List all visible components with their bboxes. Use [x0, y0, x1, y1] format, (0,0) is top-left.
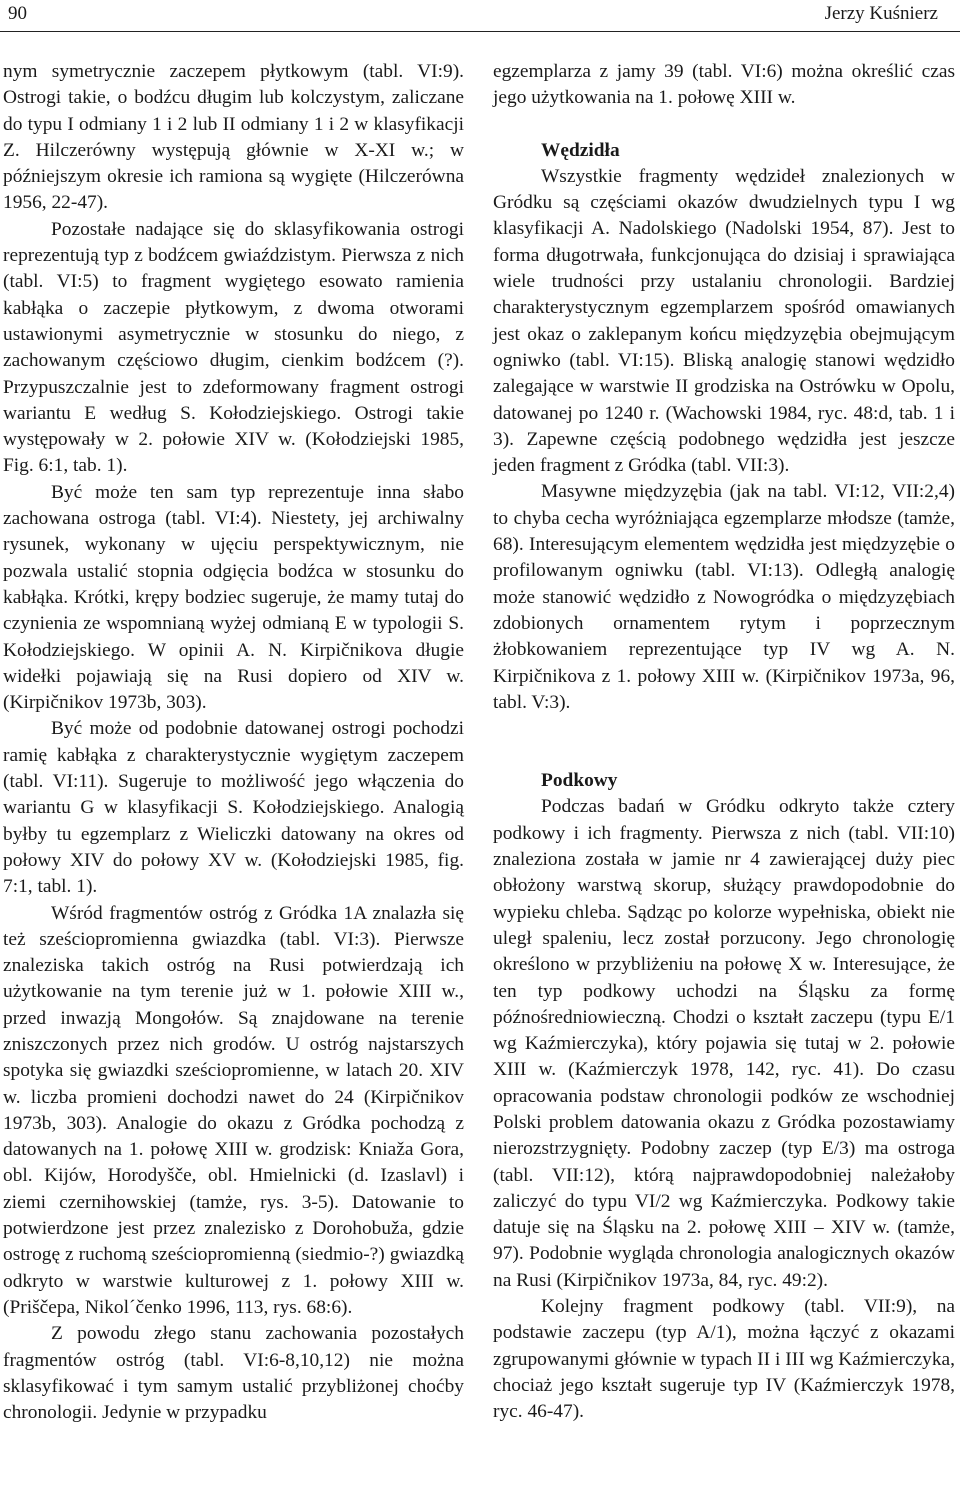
paragraph: Pozostałe nadające się do sklasyfikowania ostrogi reprezentują typ z bodźcem gwiaździstym. Pierwsza z nich (tabl. VI:5) to fragment wygiętego esowato ramienia kabłąka o zaczepie płytkowym, z dwoma otworami ustawionymi asymetrycznie w stosunku do niego, z zachowanym częściowo długim, cienkim bodźcem (?). Przypuszczalnie jest to zdeformowany fragment ostrogi wariantu E według S. Kołodziejskiego. Ostrogi takie występowały w 2. połowie XIV w. (Kołodziejski 1985, Fig. 6:1, tab. 1).	[3, 218, 464, 477]
left-column	[3, 59, 464, 1426]
running-head-author: Jerzy Kuśnierz	[824, 3, 938, 24]
paragraph: Kolejny fragment podkowy (tabl. VII:9), na podstawie zaczepu (typ A/1), można łączyć z okazami zgrupowanymi głównie w typach II i III wg Kaźmierczyka, chociaż jego kształt sugeruje typ IV (Kaźmierczyk 1978, ryc. 46-47).	[493, 1296, 955, 1423]
page-number: 90	[8, 3, 27, 24]
paragraph: Być może ten sam typ reprezentuje inna słabo zachowana ostroga (tabl. VI:4). Niestety, jej archiwalny rysunek, wykonany w ujęciu perspektywicznym, nie pozwala ustalić stopnia odgięcia bodźca w stosunku do kabłąka. Krótki, krępy bodziec sugeruje, że mamy tutaj do czynienia ze wspomnianą wyżej odmianą E w typologii S. Kołodziejskiego. W opinii A. N. Kirpičnikova długie widełki pojawiają się na Rusi dopiero od XIV w. (Kirpičnikov 1973b, 303).	[3, 481, 464, 714]
header-rule	[0, 31, 960, 32]
right-column	[493, 59, 955, 1426]
paragraph: Z powodu złego stanu zachowania pozostałych fragmentów ostróg (tabl. VI:6-8,10,12) nie można sklasyfikować i tym samym ustalić przybliżonej choćby chronologii. Jedynie w przypadku	[3, 1323, 464, 1424]
paragraph: Być może od podobnie datowanej ostrogi pochodzi ramię kabłąka z charakterystycznie wygiętym zaczepem (tabl. VI:11). Sugeruje to możliwość jego włączenia do wariantu G w klasyfikacji S. Kołodziejskiego. Analogią byłby tu egzemplarz z Wieliczki datowany na okres od połowy XIV do połowy XV w. (Kołodziejski 1985, fig. 7:1, tabl. 1).	[3, 718, 464, 898]
section-heading-wedzidla: Wędzidła	[541, 139, 620, 161]
paragraph: egzemplarza z jamy 39 (tabl. VI:6) można określić czas jego użytkowania na 1. połowę XIII w.	[493, 61, 955, 109]
paragraph: nym symetrycznie zaczepem płytkowym (tabl. VI:9). Ostrogi takie, o bodźcu długim lub kolczystym, zaliczane do typu I odmiany 1 i 2 lub II odmiany 1 i 2 w klasyfikacji Z. Hilczerówny występują głównie w X-XI w.; w późniejszym okresie ich ramiona są wygięte (Hilczerówna 1956, 22-47).	[3, 61, 464, 214]
paragraph: Wśród fragmentów ostróg z Gródka 1A znalazła się też sześciopromienna gwiazdka (tabl. VI:3). Pierwsze znaleziska takich ostróg na Rusi potwierdzają ich użytkowanie na tym terenie już w 1. połowie XIII w., przed inwazją Mongołów. Są znajdowane na terenie zniszczonych przez nich grodów. U ostróg najstarszych spotyka się gwiazdki sześciopromienne, w latach 20. XIV w. liczba promieni dochodzi nawet do 24 (Kirpičnikov 1973b, 303). Analogie do okazu z Gródka pochodzą z datowanych na 1. połowę XIII w. grodzisk: Kniaža Gora, obl. Kijów, Horodyšče, obl. Hmielnicki (d. Izaslavl) i ziemi czernihowskiej (tamże, rys. 3-5). Datowanie to potwierdzone jest przez znalezisko z Dorohobuža, gdzie ostrogę z ruchomą sześciopromienną (siedmio-?) gwiazdką odkryto w warstwie kulturowej z 1. połowy XIII w. (Priščepa, Nikol´čenko 1996, 113, rys. 68:6).	[3, 902, 464, 1318]
paragraph: Masywne międzyzębia (jak na tabl. VI:12, VII:2,4) to chyba cecha wyróżniająca egzemplarze młodsze (tamże, 68). Interesującym elementem wędzidła jest międzyzębie o profilowanym ogniwku (tabl. VI:13). Odległą analogię może stanowić wędzidło z Nowogródka o międzyzębiach zdobionych ornamentem rytym i poprzecznym żłobkowaniem reprezentujące typ IV wg A. N. Kirpičnikova z 1. połowy XIII w. (Kirpičnikov 1973a, 96, tabl. V:3).	[493, 481, 955, 713]
section-heading-podkowy: Podkowy	[541, 770, 618, 792]
paragraph: Wszystkie fragmenty wędzideł znalezionych w Gródku są częściami okazów dwudzielnych typu I wg klasyfikacji A. Nadolskiego (Nadolski 1954, 87). Jest to forma długotrwała, funkcjonująca do dzisiaj i sprawiająca wiele trudności przy ustalaniu chronologii. Bardziej charakterystycznym egzemplarzem spośród omawianych jest okaz o zaklepanym końcu międzyzębia obejmującym ogniwko (tabl. VI:15). Bliską analogię stanowi wędzidło zalegające w warstwie II grodziska na Ostrówku w Opolu, datowanej po 1240 r. (Wachowski 1984, ryc. 48:d, tab. 1 i 3). Zapewne częścią podobnego wędzidła jest jeszcze jeden fragment z Gródka (tabl. VII:3).	[493, 165, 955, 477]
page-header	[0, 0, 960, 38]
paragraph: Podczas badań w Gródku odkryto także cztery podkowy i ich fragmenty. Pierwsza z nich (tabl. VII:10) znaleziona została w jamie nr 4 zawierającej duży piec obłożony warstwą skorup, służący prawdopodobnie do wypieku chleba. Sądząc po kolorze wypełniska, obiekt nie uległ spaleniu, lecz został porzucony. Jego chronologię określono w przybliżeniu na połowę X w. Interesujące, że ten typ podkowy uchodzi na Śląsku za formę późnośredniowieczną. Chodzi o kształt zaczepu (typu E/1 wg Kaźmierczyka), który pojawia się tutaj w 2. połowie XIII w. (Kaźmierczyk 1978, 142, ryc. 41). Do czasu opracowania podstaw chronologii podków ze wschodniej Polski problem datowania okazu z Gródka pozostawiamy nierozstrzygnięty. Podobny zaczep (typ E/3) ma ostroga (tabl. VII:12), którą najprawdopodobniej należałoby zaliczyć do typu VI/2 wg Kaźmierczyka. Podkowy takie datuje się na Śląsku na 2. połowę XIII – XIV w. (tamże, 97). Podobnie wygląda chronologia analogicznych okazów na Rusi (Kirpičnikov 1973a, 84, ryc. 49:2).	[493, 796, 955, 1291]
